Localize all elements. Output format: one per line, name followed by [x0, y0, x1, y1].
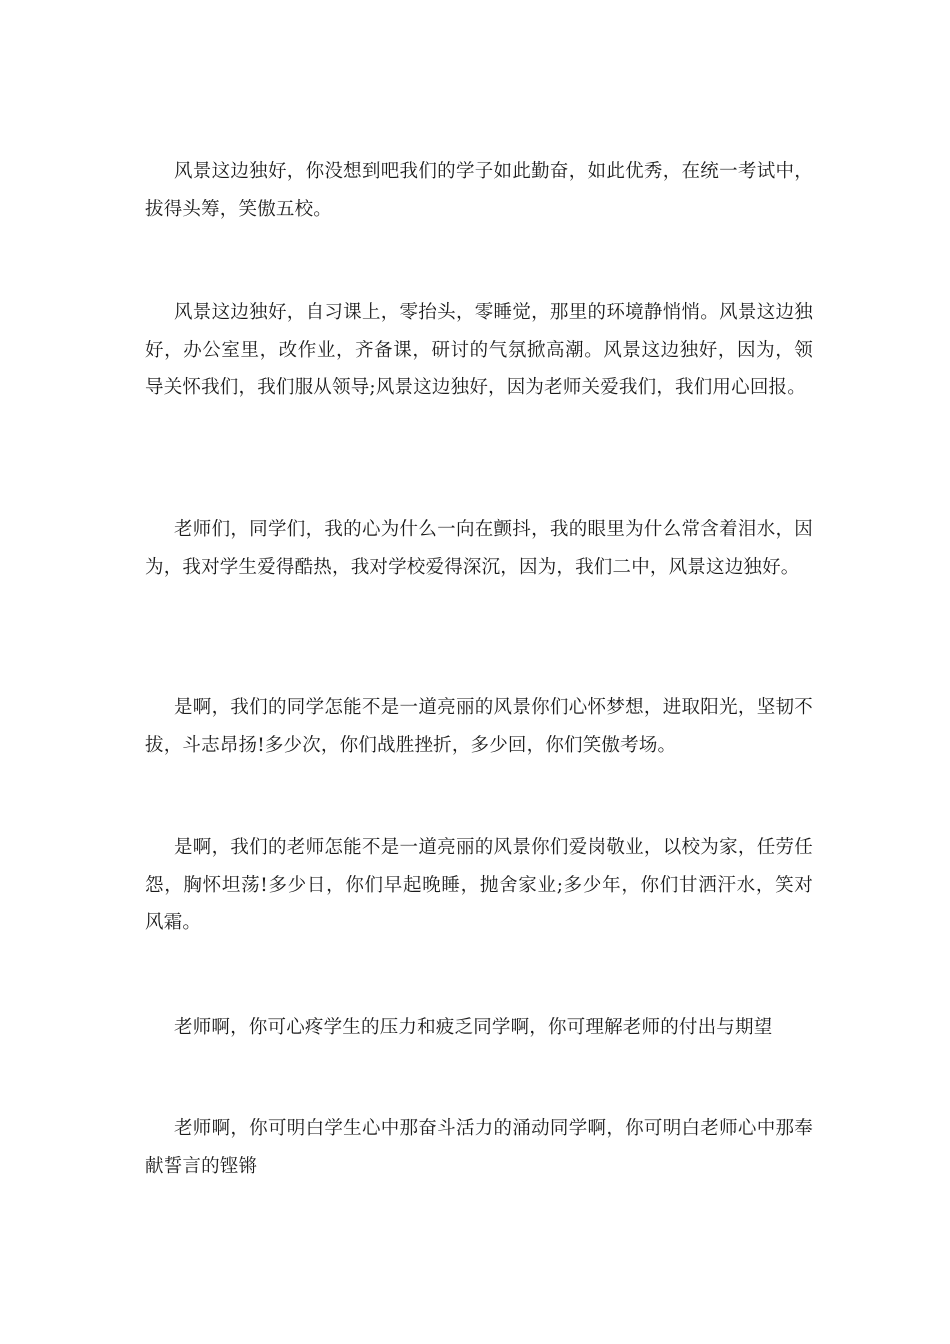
paragraph-7: 老师啊，你可明白学生心中那奋斗活力的涌动同学啊，你可明白老师心中那奉献誓言的铿锵: [145, 1118, 813, 1177]
paragraph-1: 风景这边独好，你没想到吧我们的学子如此勤奋，如此优秀，在统一考试中，拔得头筹，笑傲五校。: [145, 161, 813, 220]
paragraph-2: 风景这边独好，自习课上，零抬头，零睡觉，那里的环境静悄悄。风景这边独好，办公室里，改作业，齐备课，研讨的气氛掀高潮。风景这边独好，因为，领导关怀我们，我们服从领导;风景这边独好，因为老师关爱我们，我们用心回报。: [145, 302, 813, 398]
paragraph-5: 是啊，我们的老师怎能不是一道亮丽的风景你们爱岗敬业，以校为家，任劳任怨，胸怀坦荡!多少日，你们早起晚睡，抛舍家业;多少年，你们甘洒汗水，笑对风霜。: [145, 837, 813, 933]
paragraph-4: 是啊，我们的同学怎能不是一道亮丽的风景你们心怀梦想，进取阳光，坚韧不拔，斗志昂扬!多少次，你们战胜挫折，多少回，你们笑傲考场。: [145, 697, 813, 756]
paragraph-3: 老师们，同学们，我的心为什么一向在颤抖，我的眼里为什么常含着泪水，因为，我对学生爱得酷热，我对学校爱得深沉，因为，我们二中，风景这边独好。: [145, 519, 813, 578]
paragraph-6: 老师啊，你可心疼学生的压力和疲乏同学啊，你可理解老师的付出与期望: [174, 1017, 773, 1038]
